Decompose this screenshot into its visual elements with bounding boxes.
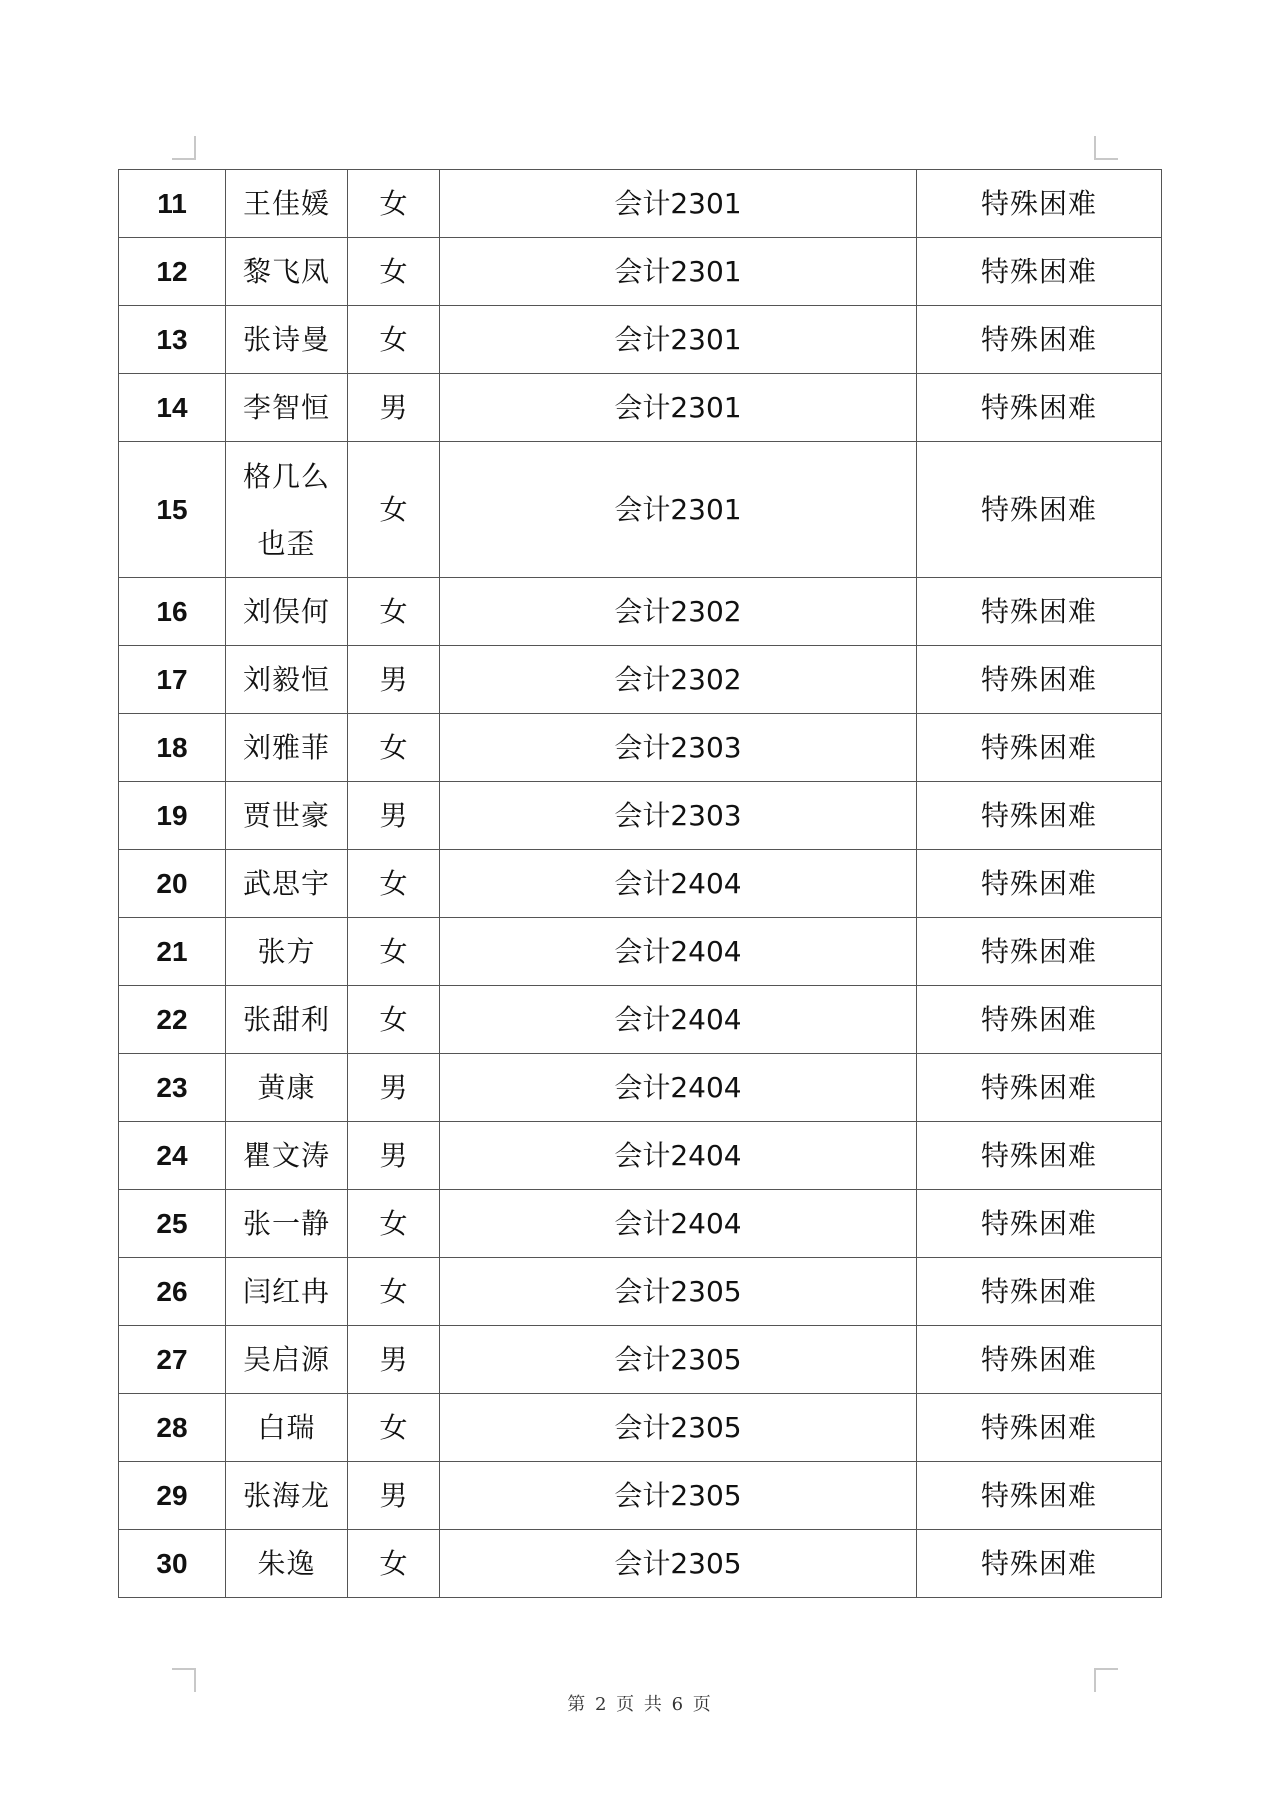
student-class: 会计2305 [440, 1462, 917, 1530]
row-number: 15 [119, 442, 226, 578]
student-name: 张一静 [226, 1190, 348, 1258]
student-name: 朱逸 [226, 1530, 348, 1598]
student-class: 会计2404 [440, 1054, 917, 1122]
margin-mark-top-left [172, 136, 196, 160]
aid-category: 特殊困难 [917, 1122, 1162, 1190]
student-name: 刘俣何 [226, 578, 348, 646]
student-class: 会计2303 [440, 714, 917, 782]
row-number: 20 [119, 850, 226, 918]
table-row [119, 986, 1162, 1054]
student-name: 吴启源 [226, 1326, 348, 1394]
student-class: 会计2301 [440, 238, 917, 306]
aid-category: 特殊困难 [917, 714, 1162, 782]
aid-category: 特殊困难 [917, 1258, 1162, 1326]
table-row [119, 1394, 1162, 1462]
row-number: 11 [119, 170, 226, 238]
aid-category: 特殊困难 [917, 1462, 1162, 1530]
row-number: 29 [119, 1462, 226, 1530]
row-number: 22 [119, 986, 226, 1054]
student-class: 会计2302 [440, 646, 917, 714]
student-name: 王佳媛 [226, 170, 348, 238]
student-class: 会计2404 [440, 1122, 917, 1190]
student-class: 会计2302 [440, 578, 917, 646]
table-row [119, 374, 1162, 442]
student-class: 会计2301 [440, 442, 917, 578]
table-row [119, 1258, 1162, 1326]
student-gender: 女 [348, 578, 440, 646]
student-gender: 男 [348, 782, 440, 850]
roster-body [119, 170, 1162, 1598]
student-gender: 男 [348, 1122, 440, 1190]
student-class: 会计2305 [440, 1258, 917, 1326]
aid-category: 特殊困难 [917, 646, 1162, 714]
table-row [119, 1530, 1162, 1598]
aid-category: 特殊困难 [917, 238, 1162, 306]
row-number: 21 [119, 918, 226, 986]
student-class: 会计2301 [440, 374, 917, 442]
aid-category: 特殊困难 [917, 374, 1162, 442]
aid-category: 特殊困难 [917, 1326, 1162, 1394]
student-name: 刘雅菲 [226, 714, 348, 782]
aid-category: 特殊困难 [917, 442, 1162, 578]
student-roster-table [118, 169, 1162, 1598]
row-number: 14 [119, 374, 226, 442]
student-class: 会计2305 [440, 1394, 917, 1462]
student-class: 会计2404 [440, 986, 917, 1054]
row-number: 19 [119, 782, 226, 850]
student-name: 格几么也歪 [226, 442, 348, 578]
student-name: 黄康 [226, 1054, 348, 1122]
row-number: 12 [119, 238, 226, 306]
student-gender: 女 [348, 170, 440, 238]
student-gender: 女 [348, 1530, 440, 1598]
student-name: 瞿文涛 [226, 1122, 348, 1190]
row-number: 17 [119, 646, 226, 714]
table-row [119, 442, 1162, 578]
student-name: 刘毅恒 [226, 646, 348, 714]
aid-category: 特殊困难 [917, 1530, 1162, 1598]
row-number: 16 [119, 578, 226, 646]
student-class: 会计2404 [440, 850, 917, 918]
row-number: 24 [119, 1122, 226, 1190]
student-gender: 女 [348, 850, 440, 918]
table-row [119, 238, 1162, 306]
student-gender: 女 [348, 714, 440, 782]
margin-mark-bottom-right [1094, 1668, 1118, 1692]
table-row [119, 782, 1162, 850]
student-class: 会计2303 [440, 782, 917, 850]
table-row [119, 918, 1162, 986]
student-name: 黎飞凤 [226, 238, 348, 306]
margin-mark-top-right [1094, 136, 1118, 160]
aid-category: 特殊困难 [917, 1054, 1162, 1122]
aid-category: 特殊困难 [917, 850, 1162, 918]
aid-category: 特殊困难 [917, 782, 1162, 850]
student-gender: 女 [348, 1190, 440, 1258]
row-number: 13 [119, 306, 226, 374]
page-number-footer: 第 2 页 共 6 页 [567, 1694, 713, 1715]
margin-mark-bottom-left [172, 1668, 196, 1692]
aid-category: 特殊困难 [917, 578, 1162, 646]
row-number: 25 [119, 1190, 226, 1258]
student-gender: 女 [348, 238, 440, 306]
student-name: 白瑞 [226, 1394, 348, 1462]
table-row [119, 1326, 1162, 1394]
table-row [119, 1122, 1162, 1190]
table-row [119, 1190, 1162, 1258]
row-number: 26 [119, 1258, 226, 1326]
student-gender: 女 [348, 986, 440, 1054]
student-name: 张诗曼 [226, 306, 348, 374]
aid-category: 特殊困难 [917, 986, 1162, 1054]
student-name: 武思宇 [226, 850, 348, 918]
table-row [119, 170, 1162, 238]
row-number: 27 [119, 1326, 226, 1394]
student-gender: 女 [348, 1258, 440, 1326]
table-row [119, 306, 1162, 374]
student-class: 会计2301 [440, 170, 917, 238]
student-name: 张海龙 [226, 1462, 348, 1530]
student-class: 会计2404 [440, 1190, 917, 1258]
row-number: 28 [119, 1394, 226, 1462]
table-row [119, 850, 1162, 918]
student-gender: 男 [348, 374, 440, 442]
student-gender: 女 [348, 918, 440, 986]
student-gender: 女 [348, 442, 440, 578]
table-row [119, 1462, 1162, 1530]
aid-category: 特殊困难 [917, 1190, 1162, 1258]
student-gender: 男 [348, 1054, 440, 1122]
table-row [119, 714, 1162, 782]
student-name: 闫红冉 [226, 1258, 348, 1326]
aid-category: 特殊困难 [917, 306, 1162, 374]
student-class: 会计2404 [440, 918, 917, 986]
student-name: 李智恒 [226, 374, 348, 442]
table-row [119, 646, 1162, 714]
student-class: 会计2301 [440, 306, 917, 374]
student-gender: 男 [348, 1462, 440, 1530]
student-class: 会计2305 [440, 1530, 917, 1598]
student-name: 贾世豪 [226, 782, 348, 850]
student-name: 张方 [226, 918, 348, 986]
student-name: 张甜利 [226, 986, 348, 1054]
row-number: 18 [119, 714, 226, 782]
aid-category: 特殊困难 [917, 170, 1162, 238]
aid-category: 特殊困难 [917, 1394, 1162, 1462]
student-class: 会计2305 [440, 1326, 917, 1394]
student-gender: 女 [348, 1394, 440, 1462]
row-number: 23 [119, 1054, 226, 1122]
aid-category: 特殊困难 [917, 918, 1162, 986]
student-gender: 男 [348, 646, 440, 714]
row-number: 30 [119, 1530, 226, 1598]
table-row [119, 578, 1162, 646]
table-row [119, 1054, 1162, 1122]
student-gender: 男 [348, 1326, 440, 1394]
student-gender: 女 [348, 306, 440, 374]
